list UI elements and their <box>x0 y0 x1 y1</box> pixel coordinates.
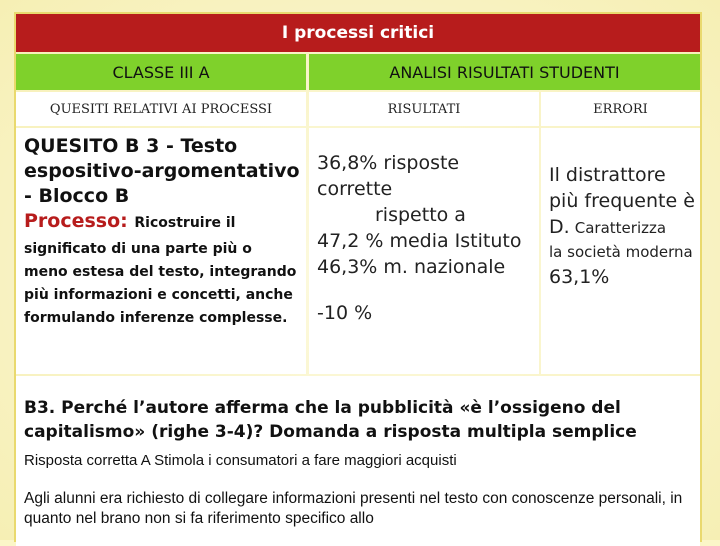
question-text: B3. Perché l’autore afferma che la pubblicità «è l’ossigeno del capitalismo» (righe 3-4)? Domanda a risposta multipla semplice <box>24 398 637 442</box>
errori-option-text-cont: la società moderna <box>549 243 693 261</box>
errori-option: D. <box>549 216 570 238</box>
column-header-quesiti-text: QUESITI RELATIVI AI PROCESSI <box>49 101 273 117</box>
process-description: significato di una parte più o meno estesa del testo, integrando più informazioni e concetti, anche formulando inferenze complesse. <box>24 241 297 326</box>
class-header-text: CLASSE III A <box>112 62 210 82</box>
risultati-delta: -10 % <box>317 302 373 324</box>
comment-paragraph: Agli alunni era richiesto di collegare informazioni presenti nel testo con conoscenze personali, in quanto nel brano non si fa riferimento specifico allo <box>24 490 683 527</box>
column-header-errori <box>541 92 700 126</box>
column-header-errori-text: ERRORI <box>593 101 648 117</box>
process-label: Processo: <box>24 210 128 232</box>
errori-percent: 63,1% <box>549 266 610 288</box>
quesito-cell <box>16 128 306 374</box>
risultati-nazionale: 46,3% m. nazionale <box>317 256 506 278</box>
risultati-correct: 36,8% risposte corrette <box>317 152 460 200</box>
class-header <box>16 54 306 90</box>
page-title-text: I processi critici <box>281 23 435 43</box>
quesito-title: QUESITO B 3 - Testo espositivo-argomentativo - Blocco B <box>24 135 300 207</box>
errori-cell <box>541 128 700 374</box>
page-title <box>16 14 700 52</box>
analysis-header-text: ANALISI RISULTATI STUDENTI <box>389 62 620 82</box>
process-inline: Ricostruire il <box>134 215 236 231</box>
quesito-process-line <box>24 209 300 236</box>
analysis-header <box>309 54 700 90</box>
risultati-compare-wrap <box>317 202 531 228</box>
errori-option-text: Caratterizza <box>574 219 667 237</box>
column-header-quesiti <box>16 92 306 126</box>
correct-answer: Risposta corretta A Stimola i consumatori a fare maggiori acquisti <box>24 452 457 469</box>
risultati-istituto: 47,2 % media Istituto <box>317 230 522 252</box>
errori-option-line <box>549 214 696 240</box>
question-detail <box>16 376 700 546</box>
risultati-cell <box>309 128 539 374</box>
errori-distrattore: Il distrattore più frequente è <box>549 164 695 212</box>
column-header-risultati <box>309 92 539 126</box>
risultati-compare: rispetto a <box>375 204 466 226</box>
column-header-risultati-text: RISULTATI <box>387 101 461 117</box>
